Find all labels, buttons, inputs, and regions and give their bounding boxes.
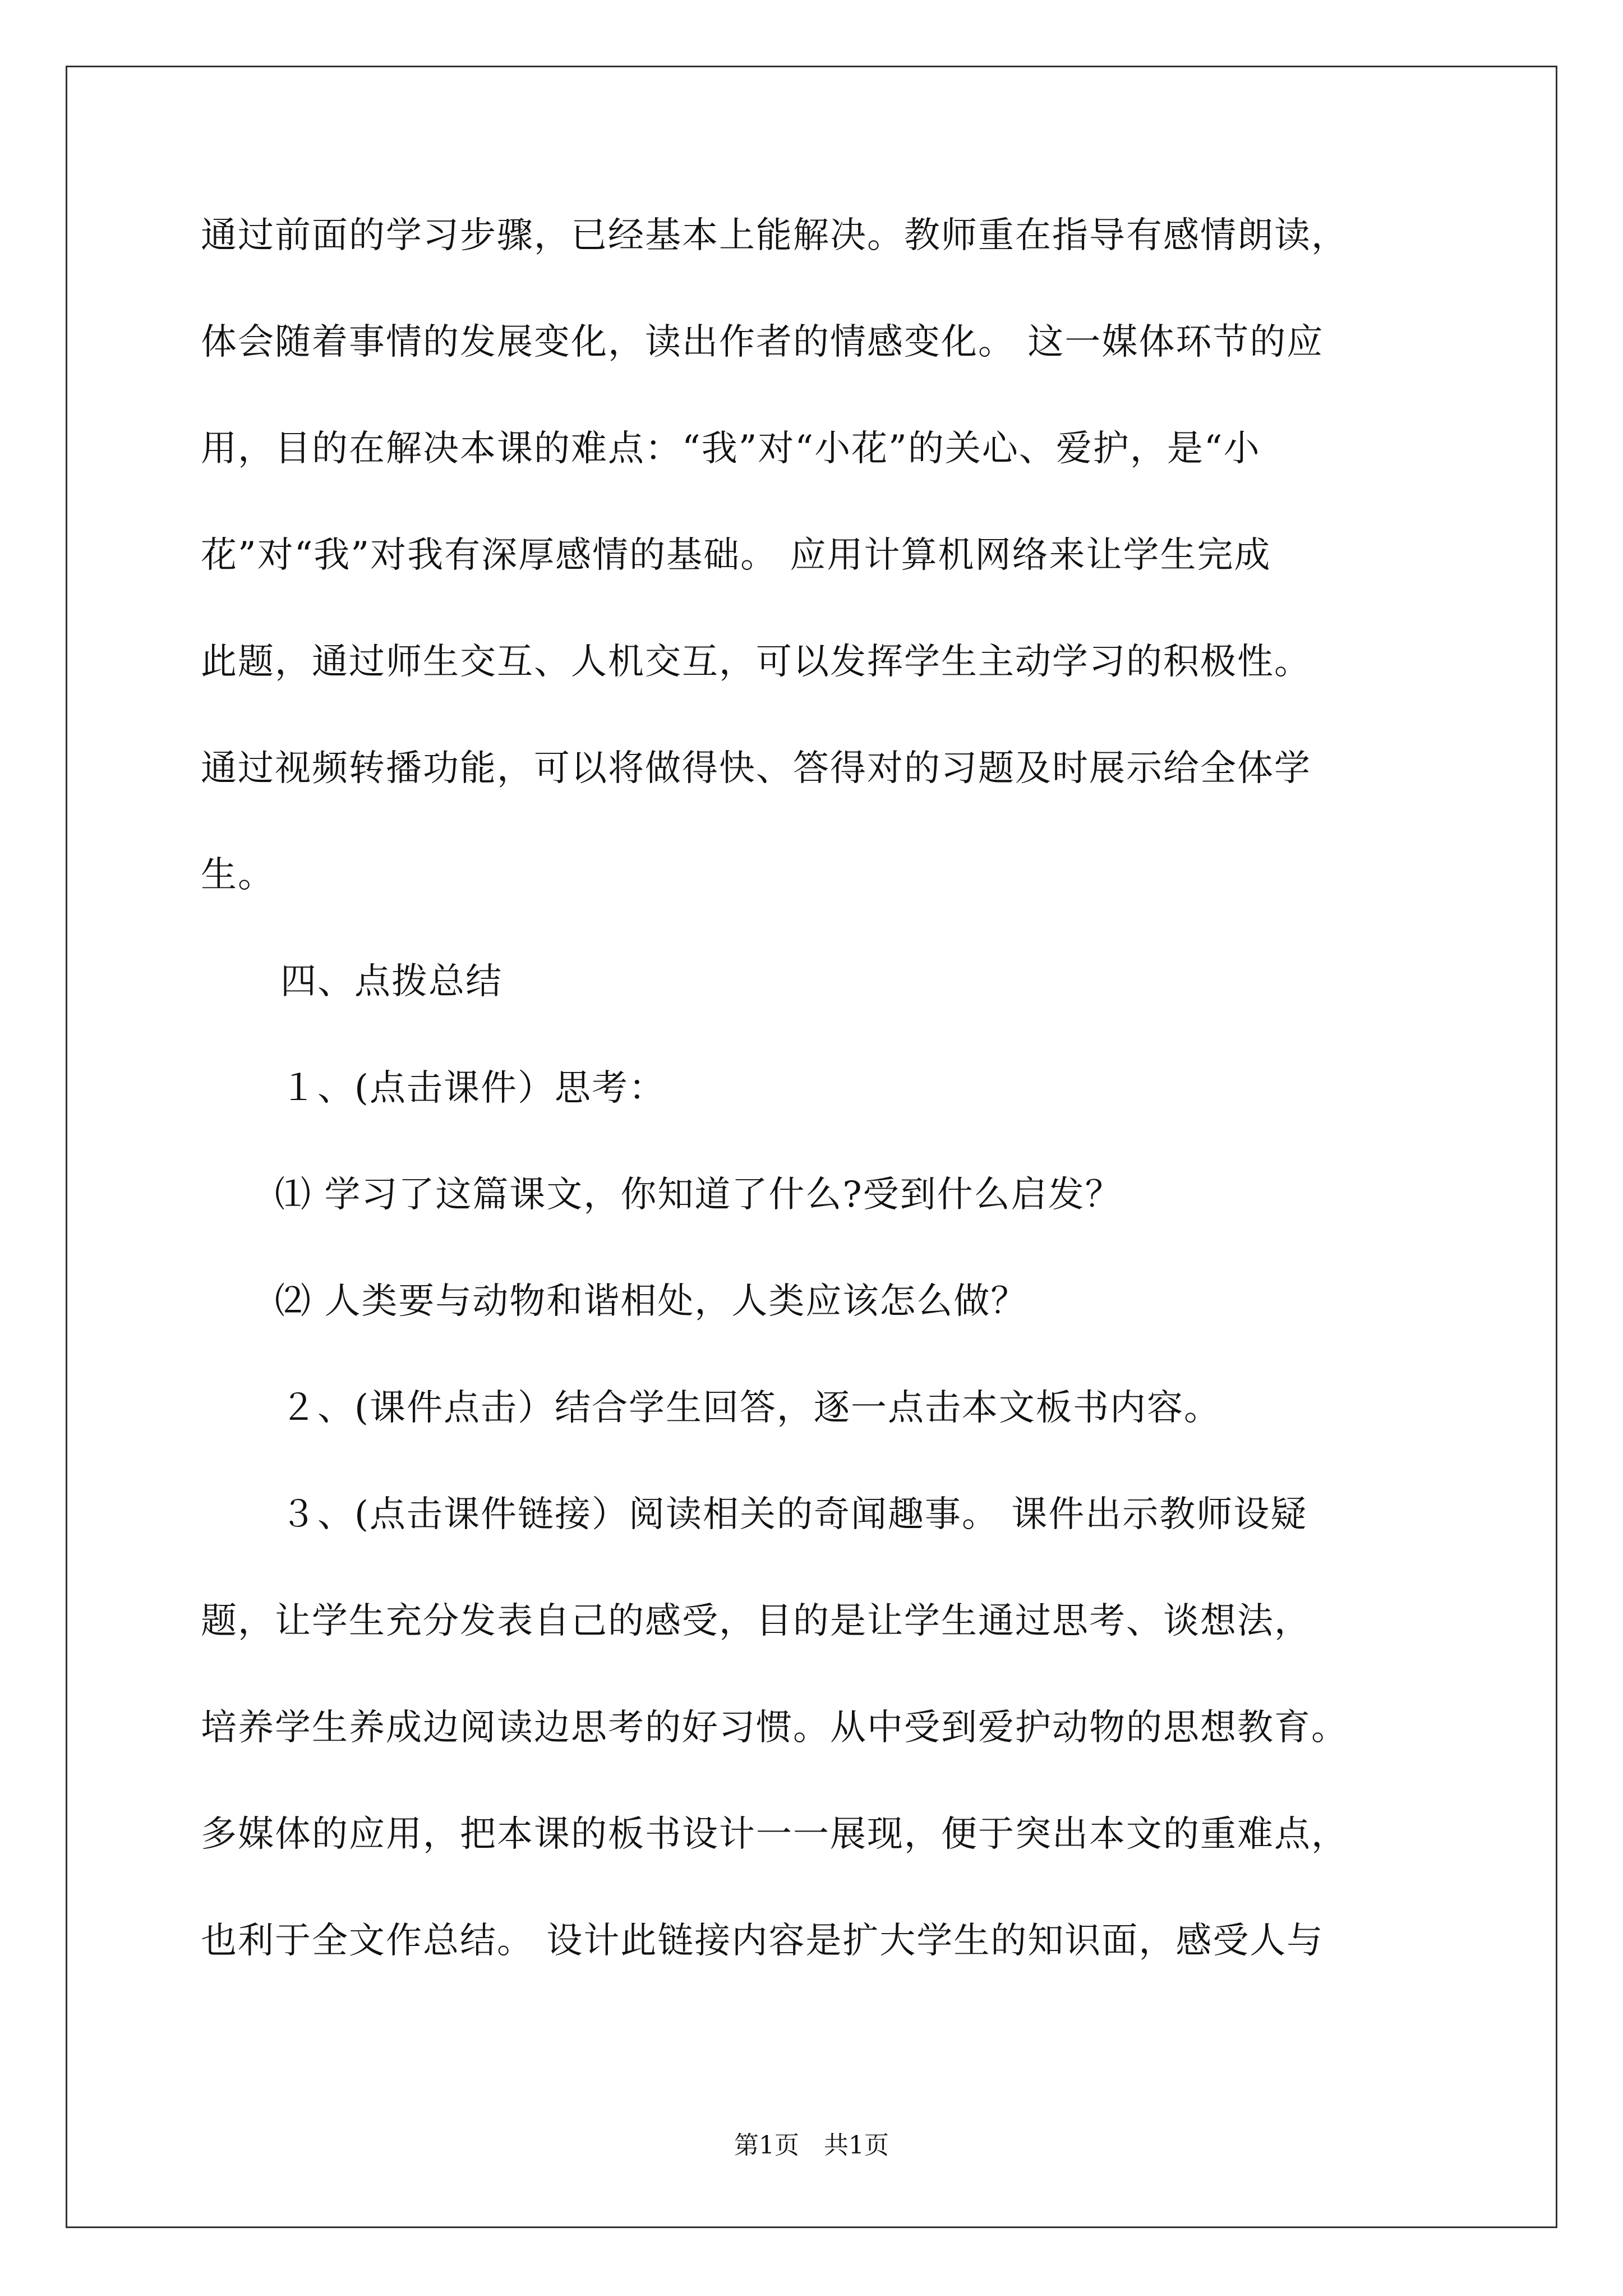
paragraph-line-7: 生。 [201,854,275,896]
paragraph-line-3: 用，目的在解决本课的难点：“我”对“小花”的关心、爱护，是“小 [201,428,1261,470]
paragraph-line-6: 通过视频转播功能，可以将做得快、答得对的习题及时展示给全体学 [201,748,1311,789]
paragraph-line-15: 培养学生养成边阅读边思考的好习惯。从中受到爱护动物的思想教育。 [201,1707,1348,1749]
sub-item-1: ⑴ 学习了这篇课文，你知道了什么?受到什么启发？ [275,1174,1122,1216]
paragraph-line-1: 通过前面的学习步骤，已经基本上能解决。教师重在指导有感情朗读， [201,215,1348,256]
page-frame [66,66,1557,2228]
paragraph-line-5: 此题，通过师生交互、人机交互，可以发挥学生主动学习的积极性。 [201,641,1311,683]
sub-item-2: ⑵ 人类要与动物和谐相处，人类应该怎么做？ [275,1281,1028,1322]
page-footer: 第1页 共1页 [734,2131,889,2160]
list-item-2: ２、(课件点击）结合学生回答，逐一点击本文板书内容。 [280,1387,1221,1429]
paragraph-line-16: 多媒体的应用，把本课的板书设计一一展现，便于突出本文的重难点， [201,1814,1348,1855]
paragraph-line-4: 花”对“我”对我有深厚感情的基础。 应用计算机网络来让学生完成 [201,535,1271,576]
list-item-1: １、(点击课件）思考： [280,1068,666,1109]
paragraph-line-2: 体会随着事情的发展变化，读出作者的情感变化。 这一媒体环节的应 [201,321,1324,363]
list-item-3: ３、(点击课件链接）阅读相关的奇闻趣事。 课件出示教师设疑 [280,1494,1308,1535]
paragraph-line-17: 也利于全文作总结。 设计此链接内容是扩大学生的知识面，感受人与 [201,1920,1324,1962]
paragraph-line-14: 题，让学生充分发表自己的感受，目的是让学生通过思考、谈想法， [201,1600,1311,1642]
section-heading: 四、点拨总结 [280,961,502,1002]
